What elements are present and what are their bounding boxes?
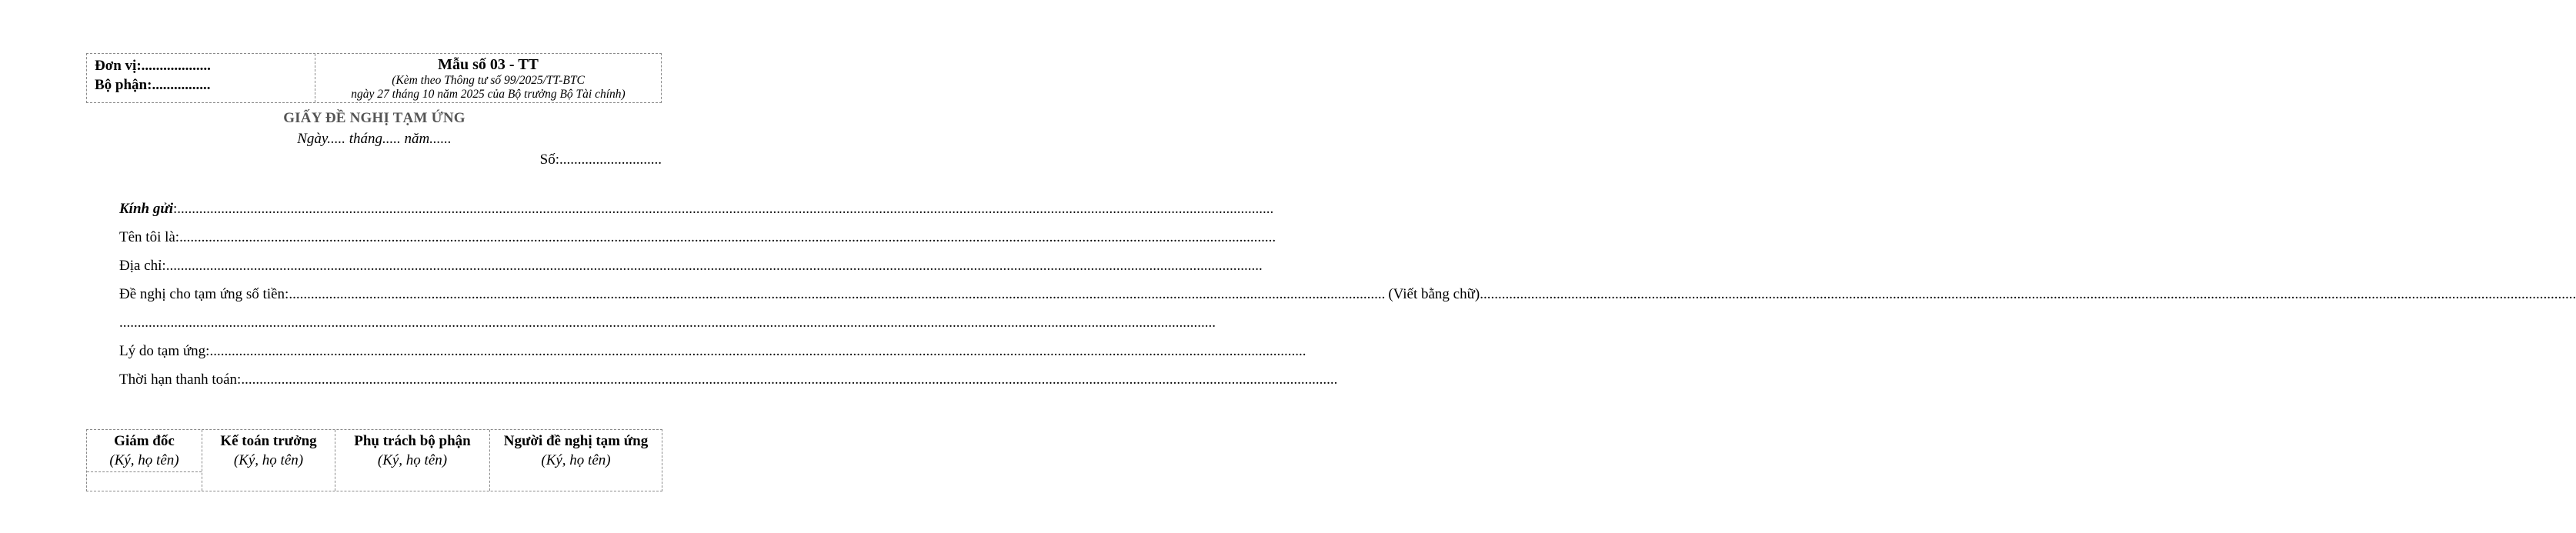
name-field [119,228,1276,256]
address-field [119,256,1263,285]
signature-department-head [335,430,490,491]
document-number: Số:............................ [539,152,662,168]
amount-words-blank: ............................................................................................................................................................................................................................................................................................................ [1480,286,2576,302]
deadline-label: Thời hạn thanh toán: [119,371,242,388]
unit-line: Đơn vị:................... [95,58,211,74]
department-line: Bộ phận:................ [95,77,211,93]
signature-note: (Ký, họ tên) [109,452,179,468]
circular-line-2: ngày 27 tháng 10 năm 2025 của Bộ trưởng Bộ Tài chính) [351,88,626,101]
signature-note: (Ký, họ tên) [233,452,304,468]
reason-blank: ............................................................................................................................................................................................................................................................................................................ [209,343,1306,359]
recipient-colon: : [173,201,178,217]
reason-label: Lý do tạm ứng: [119,343,210,359]
amount-blank: ............................................................................................................................................................................................................................................................................................................ [289,286,1386,302]
signature-role: Kế toán trưởng [220,433,317,449]
signature-requester [490,430,662,491]
recipient-field [119,199,1274,228]
signature-chief-accountant [202,430,335,491]
signature-table [86,429,662,491]
header-table [86,53,662,103]
deadline-blank: ............................................................................................................................................................................................................................................................................................................ [241,371,1338,388]
unit-info [87,54,315,102]
form-fields [119,199,2576,398]
amount-field [119,285,2576,313]
name-blank: ............................................................................................................................................................................................................................................................................................................ [179,229,1276,245]
signature-role: Giám đốc [114,433,175,449]
signature-note: (Ký, họ tên) [541,452,611,468]
circular-line-1: (Kèm theo Thông tư số 99/2025/TT-BTC [392,74,585,87]
signature-role: Phụ trách bộ phận [354,433,471,449]
amount-words-label: (Viết bằng chữ) [1388,286,1480,302]
signature-director [87,430,202,491]
form-number: Mẫu số 03 - TT [438,56,539,73]
continuation-blank: ............................................................................................................................................................................................................................................................................................................ [119,315,1216,331]
date-line: Ngày..... tháng..... năm...... [297,131,452,147]
signature-note: (Ký, họ tên) [377,452,448,468]
deadline-field [119,370,1338,398]
amount-continuation [119,313,1216,341]
amount-label: Đề nghị cho tạm ứng số tiền: [119,286,289,302]
recipient-blank: ............................................................................................................................................................................................................................................................................................................ [177,201,1274,217]
name-label: Tên tôi là: [119,229,180,245]
form-reference [315,54,661,102]
address-blank: ............................................................................................................................................................................................................................................................................................................ [165,258,1263,274]
document-title: GIẤY ĐỀ NGHỊ TẠM ỨNG [283,110,465,126]
recipient-label: Kính gửi [119,201,173,217]
signature-role: Người đề nghị tạm ứng [503,433,649,449]
address-label: Địa chỉ: [119,258,166,274]
reason-field [119,341,1306,370]
